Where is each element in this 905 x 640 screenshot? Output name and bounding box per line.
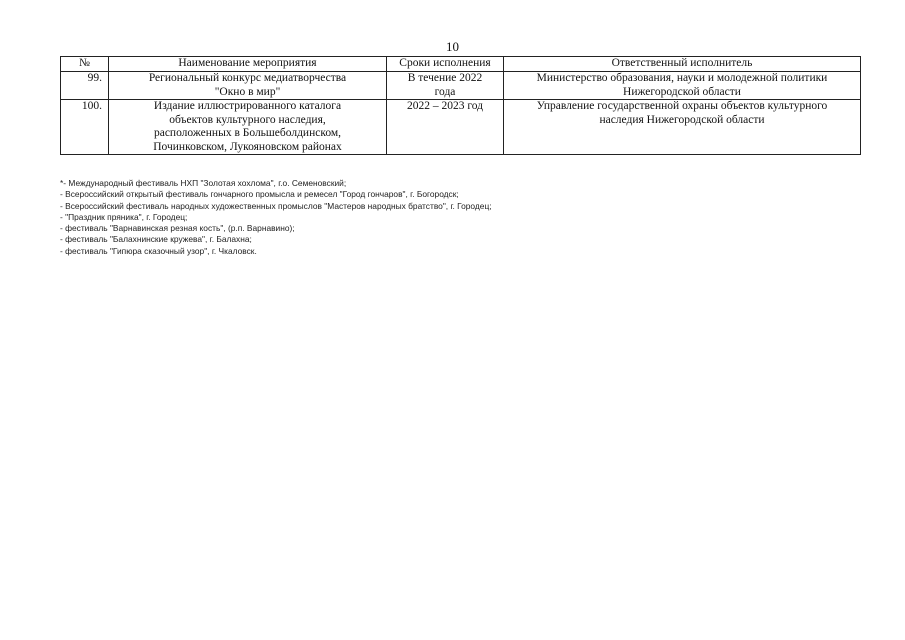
row-responsible [504, 72, 861, 100]
footnote-line: - Всероссийский фестиваль народных художественных промыслов "Мастеров народных братство", г. Городец; [60, 200, 492, 211]
row-term [387, 100, 504, 155]
row-event-name [109, 100, 387, 155]
text-line: года [434, 85, 456, 98]
table-row [61, 100, 861, 155]
text-line: наследия Нижегородской области [599, 113, 765, 126]
footnote-line: - фестиваль "Гипюра сказочный узор", г. Чкаловск. [60, 245, 257, 256]
text-line: расположенных в Большеболдинском, [153, 127, 342, 139]
text-line: объектов культурного наследия, [169, 113, 326, 126]
header-num: № [61, 57, 109, 72]
text-line: В течение 2022 [407, 72, 483, 84]
events-table [60, 56, 861, 155]
table-row [61, 72, 861, 100]
text-line: 2022 – 2023 год [406, 100, 484, 112]
header-event-name: Наименование мероприятия [109, 57, 387, 72]
row-responsible [504, 100, 861, 155]
footnote-line: *- Международный фестиваль НХП "Золотая хохлома", г.о. Семеновский; [60, 178, 347, 188]
row-num: 99. [61, 72, 109, 100]
text-line: Издание иллюстрированного каталога [153, 100, 342, 112]
text-line: Починковском, Лукояновском районах [153, 140, 342, 153]
footnote-line: - фестиваль "Варнавинская резная кость", (р.п. Варнавино); [60, 223, 295, 234]
text-line: Министерство образования, науки и молодежной политики [536, 72, 828, 84]
footnote-line: - "Праздник пряника", г. Городец; [60, 211, 188, 222]
table-header-row [61, 57, 861, 72]
footnote-line: - фестиваль "Балахнинские кружева", г. Балахна; [60, 234, 252, 245]
footnotes [60, 178, 840, 257]
page-number: 10 [446, 39, 459, 54]
header-responsible: Ответственный исполнитель [504, 57, 861, 72]
footnote-line: - Всероссийский открытый фестиваль гончарного промысла и ремесел "Город гончаров", г. Богородск; [60, 189, 459, 200]
row-event-name [109, 72, 387, 100]
row-term [387, 72, 504, 100]
text-line: Нижегородской области [623, 85, 741, 98]
row-num: 100. [61, 100, 109, 155]
header-term: Сроки исполнения [387, 57, 504, 72]
text-line: "Окно в мир" [214, 85, 281, 98]
text-line: Региональный конкурс медиатворчества [148, 72, 347, 84]
text-line: Управление государственной охраны объектов культурного [536, 100, 828, 112]
